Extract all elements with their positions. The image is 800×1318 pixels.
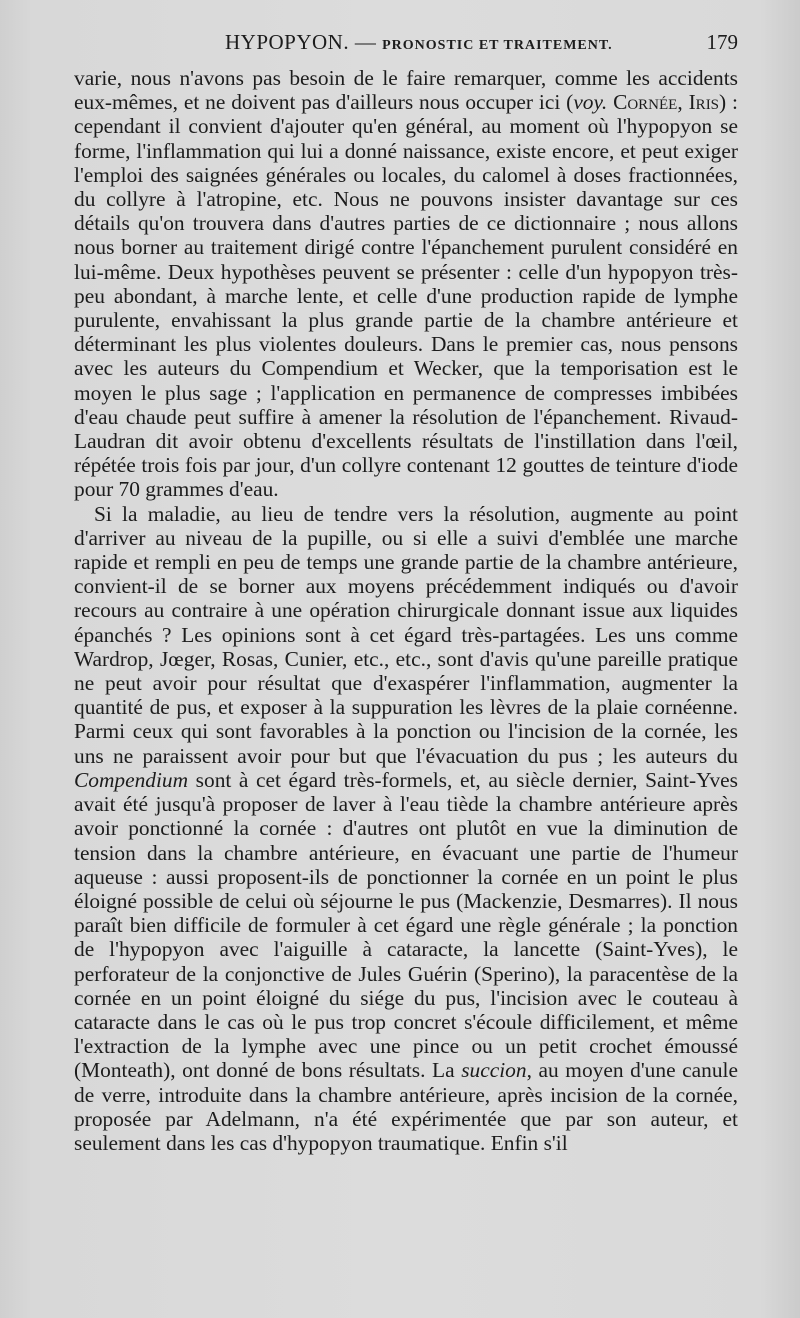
p1-text-3: , (677, 90, 689, 115)
running-header (75, 30, 738, 60)
header-dash: — (354, 30, 377, 54)
p1-cornee: Cornée (613, 90, 678, 115)
running-title (225, 30, 613, 55)
p2-text-3: , au moyen d'une canule de verre, introduite dans la chambre antérieure, après incision de la cornée, proposée par Adelmann, n'a été expérimentée que par son auteur, et seulement dans les cas d'hypopyon traumatique. Enfin s'il (74, 1058, 738, 1155)
p2-text-2: sont à cet égard très-formels, et, au siècle dernier, Saint-Yves avait été jusqu'à proposer de laver à l'eau tiède la chambre antérieure après avoir ponctionné la cornée : d'autres ont plutôt en vue la diminution de tension dans la chambre antérieure, en évacuant une partie de l'humeur aqueuse : aussi proposent-ils de ponctionner la cornée en un point le plus éloigné possible de celui où séjourne le pus (Mackenzie, Desmarres). Il nous paraît bien difficile de formuler à cet égard une règle générale ; la ponction de l'hypopyon avec l'aiguille à cataracte, la lancette (Saint-Yves), le perforateur de la conjonctive de Jules Guérin (Sperino), la paracentèse de la cornée en un point éloigné du siége du pus, l'incision avec le couteau à cataracte dans le cas où le pus trop concret s'écoule difficilement, et même l'extraction de la lymphe avec une pince ou un petit crochet émoussé (Monteath), ont donné de bons résultats. La (74, 767, 738, 1083)
header-subtitle: PRONOSTIC ET TRAITEMENT. (382, 38, 613, 53)
p2-compendium: Compendium (74, 767, 189, 792)
p1-voy: voy. (573, 90, 608, 115)
p1-iris: Iris (688, 90, 720, 115)
page-body (74, 66, 738, 1155)
p1-text-4: ) : cependant il convient d'ajouter qu'en général, au moment où l'hypopyon se forme, l'inflammation qui lui a donné naissance, existe encore, et peut exiger l'emploi des saignées générales ou locales, du calomel à doses fractionnées, du collyre à l'atropine, etc. Nous ne pouvons insister davantage sur ces détails qu'on trouvera dans d'autres parties de ce dictionnaire ; nous allons nous borner au traitement dirigé contre l'épanchement purulent considéré en lui-même. Deux hypothèses peuvent se présenter : celle d'un hypopyon très-peu abondant, à marche lente, et celle d'une production rapide de lymphe purulente, envahissant la plus grande partie de la chambre antérieure et déterminant les plus violentes douleurs. Dans le premier cas, nous pensons avec les auteurs du Compendium et Wecker, que la temporisation est le moyen le plus sage ; l'application en permanence de compresses imbibées d'eau chaude peut suffire à amener la résolution de l'épanchement. Rivaud-Laudran dit avoir obtenu d'excellents résultats de l'instillation dans l'œil, répétée trois fois par jour, d'un collyre contenant 12 gouttes de teinture d'iode pour 70 grammes d'eau. (74, 90, 738, 502)
header-title: HYPOPYON. (225, 30, 350, 54)
paragraph-2 (74, 502, 738, 1155)
p1-text-1: varie, nous n'avons pas besoin de le faire remarquer, comme les accidents eux-mêmes, et ne doivent pas d'ailleurs nous occuper ici ( (74, 66, 738, 115)
p2-text-1: Si la maladie, au lieu de tendre vers la résolution, augmente au point d'arriver au niveau de la pupille, ou si elle a suivi d'emblée une marche rapide et rempli en peu de temps une grande partie de la chambre antérieure, convient-il de se borner aux moyens précédemment indiqués ou d'avoir recours au contraire à une opération chirurgicale donnant issue aux liquides épanchés ? Les opinions sont à cet égard très-partagées. Les uns comme Wardrop, Jœger, Rosas, Cunier, etc., etc., sont d'avis qu'une pareille pratique ne peut avoir pour résultat que d'exaspérer l'inflammation, augmenter la quantité de pus, et exposer à la suppuration les lèvres de la plaie cornéenne. Parmi ceux qui sont favorables à la ponction ou l'incision de la cornée, les uns ne paraissent avoir pour but que l'évacuation du pus ; les auteurs du (74, 501, 738, 768)
p2-succion: succion (461, 1058, 527, 1083)
page-number: 179 (706, 30, 738, 54)
paragraph-1 (74, 66, 738, 502)
